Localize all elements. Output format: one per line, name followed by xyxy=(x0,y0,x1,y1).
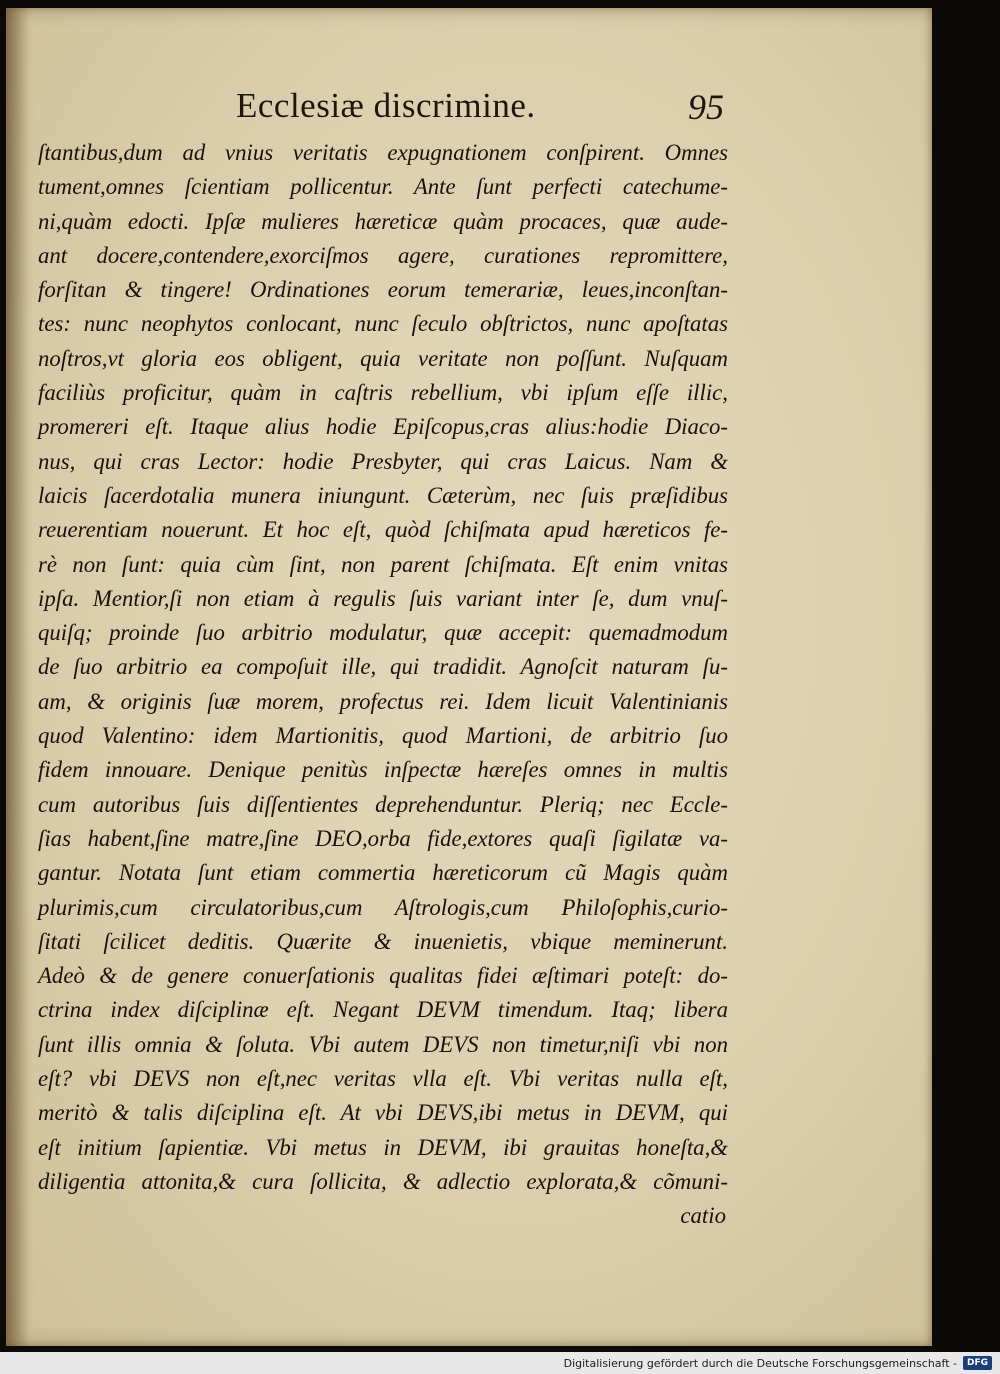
text-line: rè non ſunt: quia cùm ſint, non parent ſchiſmata. Eſt enim vnitas xyxy=(38,551,728,577)
text-line: ſias habent,ſine matre,ſine DEO,orba fide,extores quaſi ſigilatæ va- xyxy=(38,825,728,851)
text-line: laicis ſacerdotalia munera iniungunt. Cæterùm, nec ſuis præſidibus xyxy=(38,482,728,508)
text-line: meritò & talis diſciplina eſt. At vbi DEVS,ibi metus in DEVM, qui xyxy=(38,1100,728,1126)
text-line: reuerentiam nouerunt. Et hoc eſt, quòd ſchiſmata apud hæreticos fe- xyxy=(38,517,728,543)
text-line: ſtantibus,dum ad vnius veritatis expugnationem conſpirent. Omnes xyxy=(38,140,728,165)
text-line: de ſuo arbitrio ea compoſuit ille, qui tradidit. Agnoſcit naturam ſu- xyxy=(38,654,728,680)
text-line: ctrina index diſciplinæ eſt. Negant DEVM timendum. Itaq; libera xyxy=(38,997,728,1023)
text-line: ant docere,contendere,exorciſmos agere, curationes repromittere, xyxy=(38,242,728,268)
text-line: ipſa. Mentior,ſi non etiam à regulis ſuis variant inter ſe, dum vnuſ- xyxy=(38,585,728,611)
text-line: eſt initium ſapientiæ. Vbi metus in DEVM, ibi grauitas honeſta,& xyxy=(38,1134,728,1160)
text-line: tes: nunc neophytos conlocant, nunc ſeculo obſtrictos, nunc apoſtatas xyxy=(38,311,728,337)
text-line: nus, qui cras Lector: hodie Presbyter, qui cras Laicus. Nam & xyxy=(38,448,728,474)
text-line: forſitan & tingere! Ordinationes eorum temerariæ, leues,inconſtan- xyxy=(38,277,728,303)
text-line: tument,omnes ſcientiam pollicentur. Ante ſunt perfecti catechume- xyxy=(38,174,728,200)
text-line: cum autoribus ſuis diſſentientes deprehenduntur. Pleriq; nec Eccle- xyxy=(38,791,728,817)
dfg-logo: DFG xyxy=(963,1356,992,1370)
text-line: quiſq; proinde ſuo arbitrio modulatur, quæ accepit: quemadmodum xyxy=(38,620,728,646)
page-number: 95 xyxy=(688,87,724,127)
text-line: faciliùs proficitur, quàm in caſtris rebellium, vbi ipſum eſſe illic, xyxy=(38,380,728,406)
body-text xyxy=(38,136,728,1234)
book-page xyxy=(6,8,932,1346)
text-line: diligentia attonita,& cura ſollicita, & adlectio explorata,& cõmuni- xyxy=(38,1168,728,1194)
text-line: gantur. Notata ſunt etiam commertia hæreticorum cũ Magis quàm xyxy=(38,860,728,886)
text-line: plurimis,cum circulatoribus,cum Aſtrologis,cum Philoſophis,curio- xyxy=(38,894,728,920)
footer-text: Digitalisierung gefördert durch die Deutsche Forschungsgemeinschaft - xyxy=(563,1356,957,1370)
text-line: am, & originis ſuæ morem, profectus rei. Idem licuit Valentinianis xyxy=(38,688,728,714)
text-line: ni,quàm edocti. Ipſæ mulieres hæreticæ quàm procaces, quæ aude- xyxy=(38,208,728,234)
text-line: noſtros,vt gloria eos obligent, quia veritate non poſſunt. Nuſquam xyxy=(38,345,728,371)
text-line: fidem innouare. Denique penitùs inſpectæ hæreſes omnes in multis xyxy=(38,757,728,783)
text-line: ſunt illis omnia & ſoluta. Vbi autem DEVS non timetur,niſi vbi non xyxy=(38,1031,728,1057)
text-line: eſt? vbi DEVS non eſt,nec veritas vlla eſt. Vbi veritas nulla eſt, xyxy=(38,1066,728,1092)
text-line: catio xyxy=(680,1203,726,1229)
page-gutter-shadow xyxy=(6,8,30,1346)
text-line: promereri eſt. Itaque alius hodie Epiſcopus,cras alius:hodie Diaco- xyxy=(38,414,728,440)
funding-footer xyxy=(0,1352,1000,1374)
text-line: ſitati ſcilicet deditis. Quærite & inuenietis, vbique meminerunt. xyxy=(38,928,728,954)
text-line: Adeò & de genere conuerſationis qualitas fidei æſtimari poteſt: do- xyxy=(38,963,728,989)
running-head: Ecclesiæ discrimine. xyxy=(236,86,536,125)
text-line: quod Valentino: idem Martionitis, quod Martioni, de arbitrio ſuo xyxy=(38,723,728,749)
